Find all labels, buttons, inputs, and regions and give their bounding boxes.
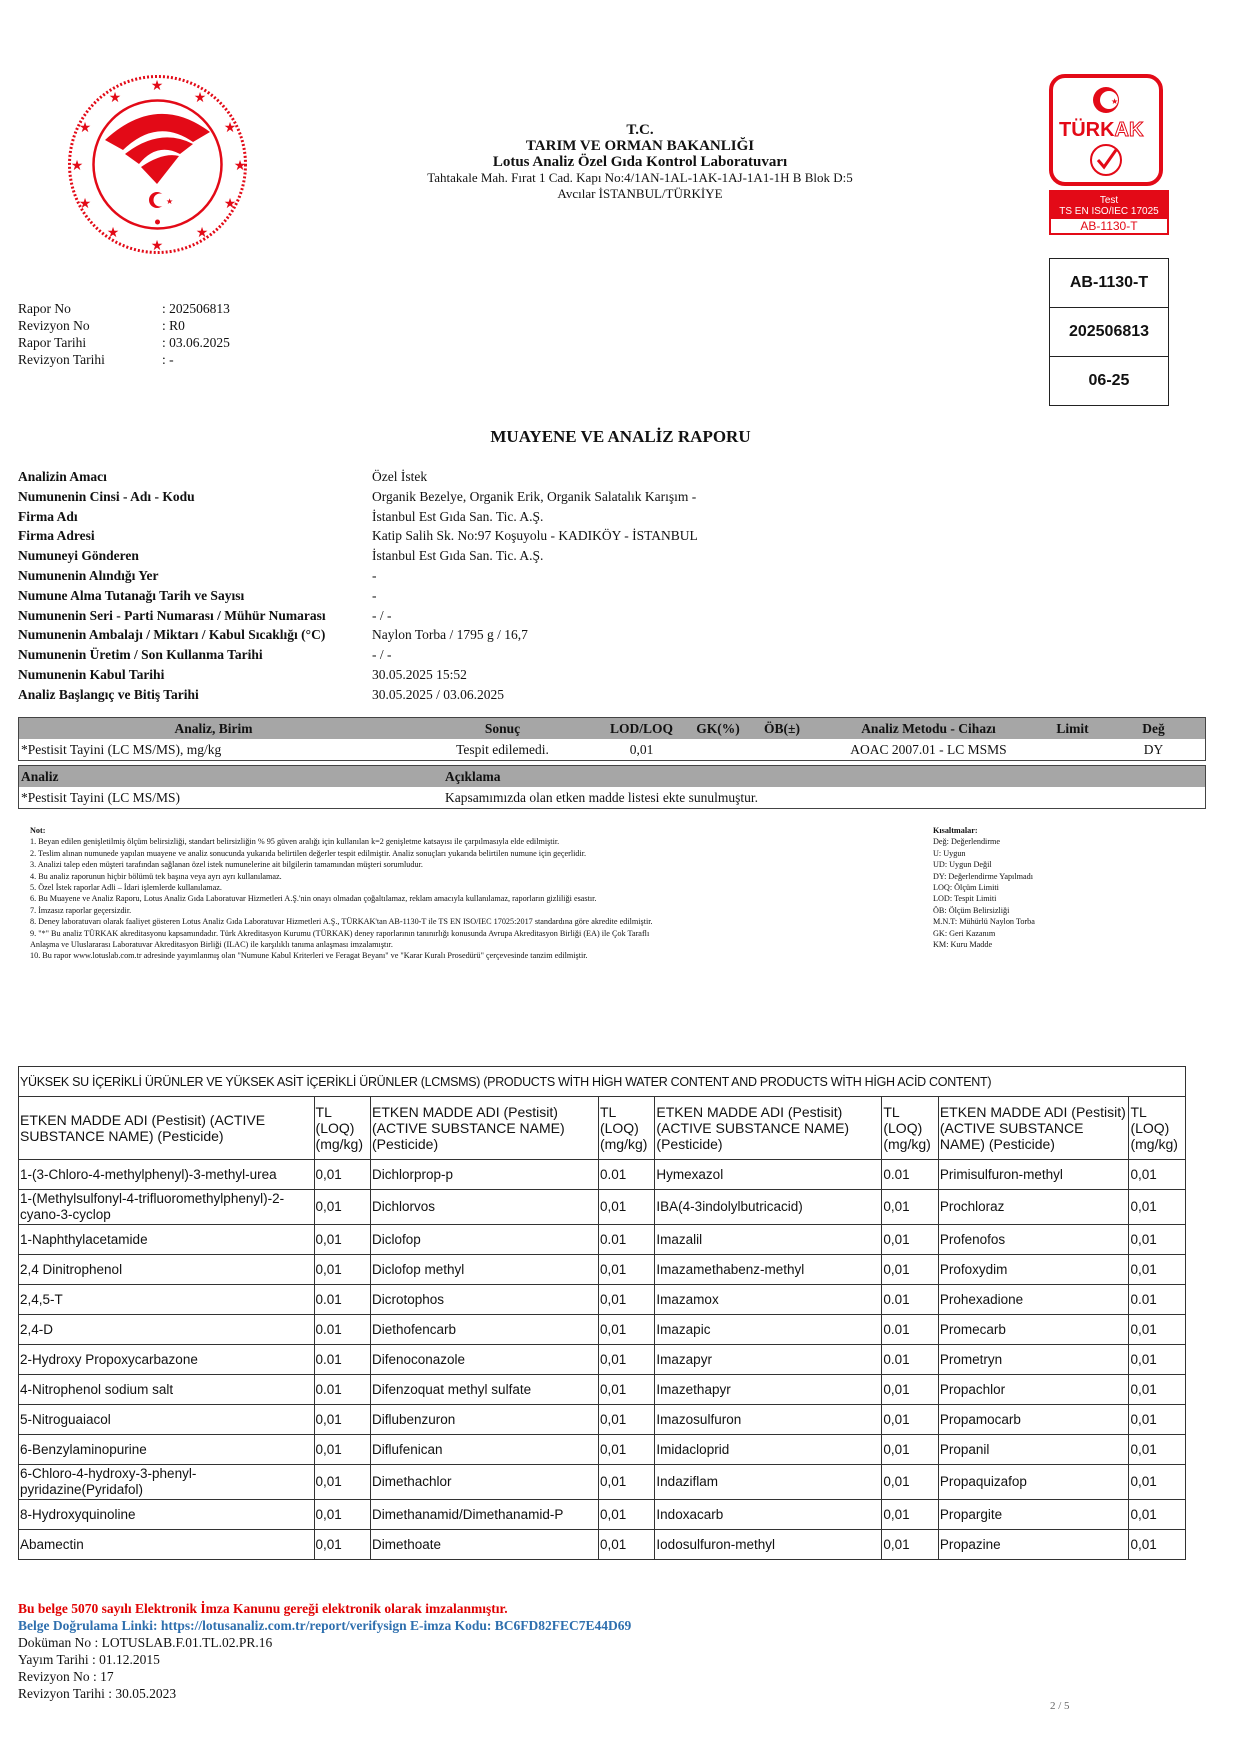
info-label: Numune Alma Tutanağı Tarih ve Sayısı: [18, 587, 245, 603]
doc-no: Doküman No : LOTUSLAB.F.01.TL.02.PR.16: [18, 1635, 273, 1650]
substance-name: Propazine: [938, 1530, 1129, 1560]
loq-value: 0,01: [882, 1530, 938, 1560]
loq-value: 0.01: [882, 1285, 938, 1315]
loq-value: 0,01: [598, 1255, 654, 1285]
notes-title: Not:: [30, 826, 46, 835]
loq-value: 0.01: [314, 1375, 370, 1405]
ministry-seal-logo: [65, 72, 250, 257]
svg-text:★: ★: [195, 224, 209, 240]
col-result: Sonuç: [484, 720, 521, 736]
svg-text:★: ★: [223, 195, 237, 211]
pesticide-row: [19, 1255, 1186, 1285]
substance-name: Difenoconazole: [371, 1345, 599, 1375]
col-loq: TL (LOQ) (mg/kg): [598, 1097, 654, 1160]
explanation-row: [19, 787, 1206, 809]
verify-label: Belge Doğrulama Linki:: [18, 1618, 161, 1633]
pesticide-row: [19, 1465, 1186, 1500]
esign-notice: Bu belge 5070 sayılı Elektronik İmza Kanunu gereği elektronik olarak imzalanmıştır.: [18, 1601, 508, 1616]
note-item: Anlaşma ve Uluslararası Laboratuvar Akreditasyon Birliği (ILAC) ile karşılıklı tanıma anlaşması imzalamıştır.: [30, 940, 393, 950]
turkak-emblem-icon: [1053, 78, 1159, 182]
info-value: Naylon Torba / 1795 g / 16,7: [372, 627, 528, 643]
loq-value: 0,01: [882, 1190, 938, 1225]
substance-name: Prohexadione: [938, 1285, 1129, 1315]
notes: [30, 825, 850, 962]
loq-value: 0,01: [1129, 1375, 1186, 1405]
loq-value: 0,01: [882, 1500, 938, 1530]
abbreviations-title: Kısaltmalar:: [933, 826, 978, 835]
loq-value: 0,01: [1129, 1255, 1186, 1285]
substance-name: Imidacloprid: [655, 1435, 882, 1465]
substance-name: Imazamethabenz-methyl: [655, 1255, 882, 1285]
meta-value: : R0: [162, 318, 185, 333]
meta-label: Revizyon Tarihi: [18, 352, 105, 367]
substance-name: Imazapic: [655, 1315, 882, 1345]
info-row: [18, 625, 698, 645]
abbreviation-item: DY: Değerlendirme Yapılmadı: [933, 871, 1033, 881]
pesticide-row: [19, 1160, 1186, 1190]
col-substance-name: ETKEN MADDE ADI (Pestisit) (ACTIVE SUBSTANCE NAME) (Pesticide): [938, 1097, 1129, 1160]
header-ministry: TARIM VE ORMAN BAKANLIĞI: [525, 138, 755, 154]
explanation-header-row: [19, 766, 1206, 788]
pesticide-row: [19, 1500, 1186, 1530]
info-value: - / -: [372, 647, 392, 663]
loq-value: 0,01: [882, 1255, 938, 1285]
header-address-line1: Tahtakale Mah. Fırat 1 Cad. Kapı No:4/1AN-1AL-1AK-1AJ-1A1-1H B Blok D:5: [427, 170, 853, 185]
substance-name: Dimethoate: [371, 1530, 599, 1560]
info-row: [18, 685, 698, 705]
substance-name: 1-(3-Chloro-4-methylphenyl)-3-methyl-urea: [19, 1160, 315, 1190]
svg-text:★: ★: [1111, 97, 1119, 106]
substance-name: Abamectin: [19, 1530, 315, 1560]
svg-text:★: ★: [78, 119, 92, 135]
substance-name: Profenofos: [938, 1225, 1129, 1255]
sample-info: [18, 467, 698, 705]
explanation-text: Kapsamımızda olan etken madde listesi ekte sunulmuştur.: [445, 789, 759, 805]
col-limit: Limit: [1056, 720, 1089, 736]
substance-name: Iodosulfuron-methyl: [655, 1530, 882, 1560]
meta-label: Rapor Tarihi: [18, 335, 87, 350]
info-row: [18, 526, 698, 546]
substance-name: Dimethanamid/Dimethanamid-P: [371, 1500, 599, 1530]
pesticide-row: [19, 1435, 1186, 1465]
col-substance-name: ETKEN MADDE ADI (Pestisit) (ACTIVE SUBSTANCE NAME) (Pesticide): [655, 1097, 882, 1160]
code-box-report-no: 202506813: [1050, 308, 1168, 357]
col-explanation: Açıklama: [445, 768, 501, 784]
meta-row: [18, 317, 230, 334]
substance-name: Imazalil: [655, 1225, 882, 1255]
substance-name: 6-Chloro-4-hydroxy-3-phenyl-pyridazine(Pyridafol): [19, 1465, 315, 1500]
pesticide-table-header-row: [19, 1097, 1186, 1160]
loq-value: 0,01: [314, 1225, 370, 1255]
info-label: Analiz Başlangıç ve Bitiş Tarihi: [18, 686, 199, 702]
substance-name: Prometryn: [938, 1345, 1129, 1375]
result-method: AOAC 2007.01 - LC MSMS: [850, 741, 1007, 757]
svg-text:★: ★: [78, 195, 92, 211]
svg-text:★: ★: [150, 237, 164, 253]
substance-name: Hymexazol: [655, 1160, 882, 1190]
abbreviation-item: UD: Uygun Değil: [933, 860, 992, 870]
col-analysis: Analiz, Birim: [174, 720, 253, 736]
loq-value: 0,01: [882, 1435, 938, 1465]
pesticide-table-caption-row: [19, 1067, 1186, 1097]
loq-value: 0,01: [1129, 1345, 1186, 1375]
svg-text:★: ★: [70, 157, 84, 173]
substance-name: Dichlorvos: [371, 1190, 599, 1225]
loq-value: 0,01: [882, 1405, 938, 1435]
pesticide-row: [19, 1190, 1186, 1225]
loq-value: 0,01: [314, 1405, 370, 1435]
results-row: [19, 739, 1206, 761]
note-item: 6. Bu Muayene ve Analiz Raporu, Lotus Analiz Gıda Laboratuvar Hizmetleri A.Ş.'nin onayı olmadan çoğaltılamaz, reklam amacıyla kullanılamaz, raporların gizliliği esastır.: [30, 894, 597, 904]
meta-label: Rapor No: [18, 301, 71, 316]
info-row: [18, 606, 698, 626]
loq-value: 0.01: [1129, 1285, 1186, 1315]
substance-name: 8-Hydroxyquinoline: [19, 1500, 315, 1530]
info-label: Numunenin Seri - Parti Numarası / Mühür Numarası: [18, 607, 326, 623]
info-row: [18, 487, 698, 507]
results-table: [18, 717, 1206, 761]
result-gk: [686, 739, 750, 761]
pesticide-row: [19, 1375, 1186, 1405]
loq-value: 0,01: [314, 1255, 370, 1285]
loq-value: 0,01: [1129, 1190, 1186, 1225]
note-item: 5. Özel İstek raporlar Adli – İdari işlemlerde kullanılamaz.: [30, 883, 222, 893]
col-loq: TL (LOQ) (mg/kg): [882, 1097, 938, 1160]
lab-header: [380, 122, 900, 202]
substance-name: Profoxydim: [938, 1255, 1129, 1285]
loq-value: 0,01: [598, 1500, 654, 1530]
col-evaluation: Değ: [1142, 720, 1165, 736]
col-gk: GK(%): [696, 720, 740, 736]
svg-text:★: ★: [106, 224, 120, 240]
loq-value: 0,01: [1129, 1315, 1186, 1345]
verification-line: [18, 1617, 631, 1634]
code-box-accreditation: AB-1130-T: [1050, 259, 1168, 308]
col-lod-loq: LOD/LOQ: [609, 720, 673, 736]
footer: [18, 1600, 631, 1702]
info-row: [18, 507, 698, 527]
loq-value: 0,01: [1129, 1465, 1186, 1500]
info-value: Organik Bezelye, Organik Erik, Organik Salatalık Karışım -: [372, 488, 697, 504]
pesticide-row: [19, 1285, 1186, 1315]
loq-value: 0.01: [882, 1160, 938, 1190]
col-loq: TL (LOQ) (mg/kg): [1129, 1097, 1186, 1160]
abbreviation-item: KM: Kuru Madde: [933, 940, 993, 950]
col-substance-name: ETKEN MADDE ADI (Pestisit) (ACTIVE SUBSTANCE NAME) (Pesticide): [19, 1097, 315, 1160]
pesticide-row: [19, 1315, 1186, 1345]
loq-value: 0,01: [1129, 1160, 1186, 1190]
substance-name: Indoxacarb: [655, 1500, 882, 1530]
pesticide-row: [19, 1225, 1186, 1255]
result-ob: [750, 739, 814, 761]
loq-value: 0,01: [598, 1530, 654, 1560]
loq-value: 0,01: [882, 1375, 938, 1405]
substance-name: Imazosulfuron: [655, 1405, 882, 1435]
info-label: Numunenin Kabul Tarihi: [18, 666, 165, 682]
explanation-analysis: *Pestisit Tayini (LC MS/MS): [21, 789, 180, 805]
revision-date: Revizyon Tarihi : 30.05.2023: [18, 1686, 177, 1701]
info-row: [18, 546, 698, 566]
col-ob: ÖB(±): [764, 720, 800, 736]
loq-value: 0,01: [314, 1500, 370, 1530]
loq-value: 0,01: [598, 1190, 654, 1225]
substance-name: 2,4-D: [19, 1315, 315, 1345]
loq-value: 0,01: [1129, 1435, 1186, 1465]
pesticide-table: [18, 1066, 1186, 1560]
substance-name: Primisulfuron-methyl: [938, 1160, 1129, 1190]
header-tc: T.C.: [626, 122, 654, 138]
substance-name: Promecarb: [938, 1315, 1129, 1345]
loq-value: 0,01: [882, 1225, 938, 1255]
info-row: [18, 586, 698, 606]
note-item: 8. Deney laboratuvarı olarak faaliyet gösteren Lotus Analiz Gıda Laboratuvar Hizmetleri A.Ş., TÜRKAK'tan AB-1130-T ile TS EN ISO/IEC 17025:2017 standardına göre akredite edilmiştir.: [30, 917, 653, 927]
svg-text:★: ★: [233, 157, 247, 173]
loq-value: 0,01: [1129, 1530, 1186, 1560]
substance-name: Dichlorprop-p: [371, 1160, 599, 1190]
turkak-accreditation-code: AB-1130-T: [1051, 219, 1167, 233]
info-row: [18, 665, 698, 685]
meta-value: : -: [162, 352, 174, 367]
info-row: [18, 566, 698, 586]
abbreviation-item: LOD: Tespit Limiti: [933, 894, 997, 904]
info-value: İstanbul Est Gıda San. Tic. A.Ş.: [372, 548, 544, 564]
substance-name: 2,4 Dinitrophenol: [19, 1255, 315, 1285]
turkak-badge: [1049, 74, 1163, 186]
loq-value: 0,01: [314, 1465, 370, 1500]
svg-text:★: ★: [166, 197, 174, 206]
substance-name: 1-Naphthylacetamide: [19, 1225, 315, 1255]
info-value: İstanbul Est Gıda San. Tic. A.Ş.: [372, 508, 544, 524]
code-box-period: 06-25: [1088, 372, 1130, 389]
abbreviation-item: M.N.T: Mühürlü Naylon Torba: [933, 917, 1035, 927]
meta-row: [18, 334, 230, 351]
info-label: Numuneyi Gönderen: [18, 548, 139, 564]
turkak-strip: [1049, 190, 1169, 235]
pesticide-row: [19, 1405, 1186, 1435]
col-method: Analiz Metodu - Cihazı: [861, 720, 996, 736]
abbreviations: [933, 825, 1035, 950]
col-substance-name: ETKEN MADDE ADI (Pestisit) (ACTIVE SUBSTANCE NAME) (Pesticide): [371, 1097, 599, 1160]
substance-name: Diflufenican: [371, 1435, 599, 1465]
col-analysis: Analiz: [21, 768, 59, 784]
info-row: [18, 467, 698, 487]
meta-row: [18, 300, 230, 317]
loq-value: 0.01: [314, 1285, 370, 1315]
esign-code-label: E-imza Kodu:: [406, 1618, 495, 1633]
substance-name: Imazamox: [655, 1285, 882, 1315]
substance-name: Diethofencarb: [371, 1315, 599, 1345]
report-title: MUAYENE VE ANALİZ RAPORU: [490, 427, 751, 446]
verify-link[interactable]: https://lotusanaliz.com.tr/report/verifysign: [160, 1618, 407, 1633]
page-number: 2 / 5: [1050, 1700, 1070, 1712]
report-code-box: [1049, 258, 1169, 406]
loq-value: 0.01: [598, 1225, 654, 1255]
substance-name: Difenzoquat methyl sulfate: [371, 1375, 599, 1405]
note-item: 1. Beyan edilen genişletilmiş ölçüm belirsizliği, standart belirsizliğin % 95 güven aralığı için kullanılan k=2 genişletme katsayısı ile çarpılmasıyla elde edilmiştir.: [30, 837, 560, 847]
loq-value: 0.01: [314, 1345, 370, 1375]
substance-name: 2,4,5-T: [19, 1285, 315, 1315]
revision-no: Revizyon No : 17: [18, 1669, 114, 1684]
svg-text:★: ★: [108, 89, 122, 105]
svg-text:★: ★: [223, 119, 237, 135]
publish-date: Yayım Tarihi : 01.12.2015: [18, 1652, 160, 1667]
pesticide-table-caption: YÜKSEK SU İÇERİKLİ ÜRÜNLER VE YÜKSEK ASİT İÇERİKLİ ÜRÜNLER (LCMSMS) (PRODUCTS WİTH HİGH WATER CONTENT AND PRODUCTS WİTH HİGH ACİD CONTENT): [19, 1067, 1186, 1097]
loq-value: 0,01: [598, 1315, 654, 1345]
note-item: 4. Bu analiz raporunun hiçbir bölümü tek başına veya ayrı ayrı kullanılamaz.: [30, 871, 282, 881]
note-item: 10. Bu rapor www.lotuslab.com.tr adresinde yayımlanmış olan "Numune Kabul Kriterleri ve Feragat Beyanı" ve "Karar Kuralı Prosedürü" çerçevesinde tanzim edilmiştir.: [30, 951, 588, 961]
header-lab-name: Lotus Analiz Özel Gıda Kontrol Laboratuvarı: [492, 154, 788, 170]
substance-name: Propamocarb: [938, 1405, 1129, 1435]
meta-label: Revizyon No: [18, 318, 90, 333]
loq-value: 0,01: [1129, 1500, 1186, 1530]
abbreviation-item: ÖB: Ölçüm Belirsizliği: [933, 905, 1010, 915]
substance-name: Diflubenzuron: [371, 1405, 599, 1435]
abbreviation-item: GK: Geri Kazanım: [933, 928, 996, 938]
report-meta: [18, 300, 230, 368]
info-value: Katip Salih Sk. No:97 Koşuyolu - KADIKÖY - İSTANBUL: [372, 528, 698, 544]
substance-name: 4-Nitrophenol sodium salt: [19, 1375, 315, 1405]
abbreviation-item: Değ: Değerlendirme: [933, 837, 1001, 847]
header-address-line2: Avcılar İSTANBUL/TÜRKİYE: [557, 186, 723, 201]
loq-value: 0.01: [882, 1315, 938, 1345]
substance-name: Imazethapyr: [655, 1375, 882, 1405]
turkak-standard: TS EN ISO/IEC 17025: [1059, 206, 1159, 217]
substance-name: Propachlor: [938, 1375, 1129, 1405]
note-item: 7. İmzasız raporlar geçersizdir.: [30, 905, 132, 915]
loq-value: 0,01: [314, 1160, 370, 1190]
loq-value: 0,01: [598, 1465, 654, 1500]
note-item: 3. Analizi talep eden müşteri tarafından sağlanan özel istek numunelerine ait bilgilerin tamamından müşteri sorumludur.: [30, 860, 423, 870]
pesticide-row: [19, 1530, 1186, 1560]
note-item: 9. "*" Bu analiz TÜRKAK akreditasyonu kapsamındadır. Türk Akreditasyon Kurumu (TÜRKAK) deney raporlarının tanınırlığı konusunda Avrupa Akreditasyon Birliği (EA) ile Çok Taraflı: [30, 928, 650, 938]
info-label: Firma Adı: [18, 508, 78, 524]
substance-name: Propargite: [938, 1500, 1129, 1530]
result-evaluation: DY: [1143, 741, 1164, 757]
info-value: 30.05.2025 15:52: [372, 666, 467, 682]
substance-name: Diclofop: [371, 1225, 599, 1255]
substance-name: 6-Benzylaminopurine: [19, 1435, 315, 1465]
info-value: -: [372, 587, 377, 603]
abbreviation-item: U: Uygun: [933, 848, 966, 858]
substance-name: Propanil: [938, 1435, 1129, 1465]
loq-value: 0,01: [314, 1530, 370, 1560]
substance-name: Indaziflam: [655, 1465, 882, 1500]
loq-value: 0,01: [314, 1435, 370, 1465]
substance-name: 1-(Methylsulfonyl-4-trifluoromethylphenyl)-2-cyano-3-cyclop: [19, 1190, 315, 1225]
result-lod-loq: 0,01: [629, 741, 654, 757]
meta-value: : 03.06.2025: [162, 335, 230, 350]
substance-name: Prochloraz: [938, 1190, 1129, 1225]
loq-value: 0,01: [882, 1465, 938, 1500]
result-value: Tespit edilemedi.: [456, 741, 549, 757]
meta-row: [18, 351, 230, 368]
note-item: 2. Teslim alınan numunede yapılan muayene ve analiz sonucunda yukarıda belirtilen değerler tespit edilmiştir. Analiz sonuçları yukarıda belirtilen numune için geçerlidir.: [30, 848, 587, 858]
explanation-table: [18, 765, 1206, 809]
info-label: Numunenin Ambalajı / Miktarı / Kabul Sıcaklığı (°C): [18, 627, 326, 643]
substance-name: Dimethachlor: [371, 1465, 599, 1500]
turkak-accreditation-logo: [1049, 74, 1169, 235]
loq-value: 0,01: [1129, 1405, 1186, 1435]
loq-value: 0,01: [314, 1190, 370, 1225]
result-analysis: *Pestisit Tayini (LC MS/MS), mg/kg: [21, 741, 222, 757]
info-label: Analizin Amacı: [18, 469, 107, 484]
seal-icon: [65, 72, 250, 257]
info-value: Özel İstek: [372, 469, 428, 484]
loq-value: 0.01: [314, 1315, 370, 1345]
turkak-test-label: Test: [1099, 195, 1119, 206]
info-label: Numunenin Üretim / Son Kullanma Tarihi: [18, 647, 263, 663]
info-row: [18, 645, 698, 665]
substance-name: Dicrotophos: [371, 1285, 599, 1315]
substance-name: Imazapyr: [655, 1345, 882, 1375]
loq-value: 0.01: [882, 1345, 938, 1375]
loq-value: 0.01: [598, 1160, 654, 1190]
info-value: 30.05.2025 / 03.06.2025: [372, 686, 505, 702]
info-label: Firma Adresi: [18, 528, 95, 544]
abbreviation-item: LOQ: Ölçüm Limiti: [933, 883, 999, 893]
col-loq: TL (LOQ) (mg/kg): [314, 1097, 370, 1160]
esign-code: BC6FD82FEC7E44D69: [494, 1618, 632, 1633]
loq-value: 0,01: [598, 1435, 654, 1465]
substance-name: Propaquizafop: [938, 1465, 1129, 1500]
loq-value: 0,01: [598, 1285, 654, 1315]
svg-text:★: ★: [150, 77, 164, 93]
substance-name: 5-Nitroguaiacol: [19, 1405, 315, 1435]
meta-value: : 202506813: [162, 301, 230, 316]
info-label: Numunenin Cinsi - Adı - Kodu: [18, 488, 195, 504]
loq-value: 0,01: [598, 1405, 654, 1435]
loq-value: 0,01: [598, 1375, 654, 1405]
loq-value: 0,01: [598, 1345, 654, 1375]
info-label: Numunenin Alındığı Yer: [18, 567, 159, 583]
loq-value: 0,01: [1129, 1225, 1186, 1255]
info-value: - / -: [372, 607, 392, 623]
info-value: -: [372, 567, 377, 583]
results-header-row: [19, 718, 1206, 740]
substance-name: Diclofop methyl: [371, 1255, 599, 1285]
substance-name: 2-Hydroxy Propoxycarbazone: [19, 1345, 315, 1375]
substance-name: IBA(4-3indolylbutricacid): [655, 1190, 882, 1225]
svg-text:★: ★: [193, 89, 207, 105]
pesticide-row: [19, 1345, 1186, 1375]
result-limit: [1043, 739, 1102, 761]
svg-text:TÜRKAK: TÜRKAK: [1059, 119, 1144, 141]
